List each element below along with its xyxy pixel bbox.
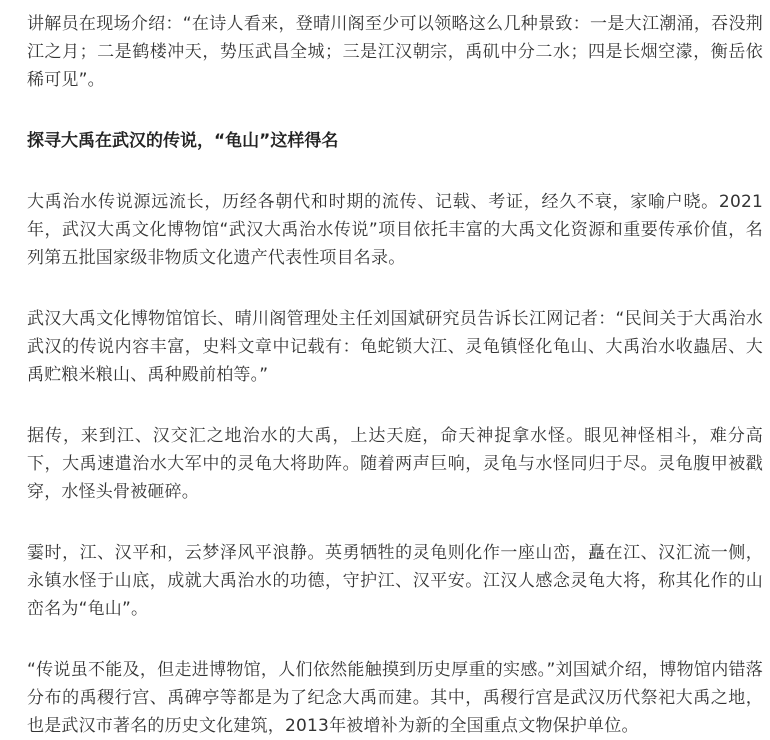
paragraph-gap <box>27 94 763 127</box>
article-body <box>27 10 763 740</box>
paragraph-gap <box>27 389 763 422</box>
paragraph-curator-quote: 武汉大禹文化博物馆馆长、晴川阁管理处主任刘国斌研究员告诉长江网记者：“民间关于大禹治水武汉的传说内容丰富，史料文章中记载有：龟蛇锁大江、灵龟镇怪化龟山、大禹治水收蟲居、大禹贮粮米粮山、禹种殿前柏等。” <box>27 309 763 385</box>
paragraph-legend-battle: 据传，来到江、汉交汇之地治水的大禹，上达天庭，命天神捉拿水怪。眼见神怪相斗，难分高下，大禹速遣治水大军中的灵龟大将助阵。随着两声巨响，灵龟与水怪同归于尽。灵龟腹甲被戳穿，水怪头骨被砸碎。 <box>27 426 763 502</box>
paragraph-gap <box>27 155 763 188</box>
section-heading: 探寻大禹在武汉的传说，“龟山”这样得名 <box>27 131 339 151</box>
paragraph-turtle-mountain: 霎时，江、汉平和，云梦泽风平浪静。英勇牺牲的灵龟则化作一座山峦，矗在江、汉汇流一侧，永镇水怪于山底，成就大禹治水的功德，守护江、汉平安。江汉人感念灵龟大将，称其化作的山峦名为“龟山”。 <box>27 543 763 619</box>
paragraph-gap <box>27 623 763 656</box>
paragraph-legend-history: 大禹治水传说源远流长，历经各朝代和时期的流传、记载、考证，经久不衰，家喻户晓。2021年，武汉大禹文化博物馆“武汉大禹治水传说”项目依托丰富的大禹文化资源和重要传承价值，名列第五批国家级非物质文化遗产代表性项目名录。 <box>27 192 763 268</box>
paragraph-gap <box>27 506 763 539</box>
paragraph-museum: “传说虽不能及，但走进博物馆，人们依然能触摸到历史厚重的实感。”刘国斌介绍，博物馆内错落分布的禹稷行宫、禹碑亭等都是为了纪念大禹而建。其中，禹稷行宫是武汉历代祭祀大禹之地，也是武汉市著名的历史文化建筑，2013年被增补为新的全国重点文物保护单位。 <box>27 660 763 736</box>
paragraph-guide-intro: 讲解员在现场介绍：“在诗人看来，登晴川阁至少可以领略这么几种景致：一是大江潮涌，吞没荆江之月；二是鹤楼冲天，势压武昌全城；三是江汉朝宗，禹矶中分二水；四是长烟空濛，衡岳依稀可见”。 <box>27 14 763 90</box>
paragraph-gap <box>27 272 763 305</box>
